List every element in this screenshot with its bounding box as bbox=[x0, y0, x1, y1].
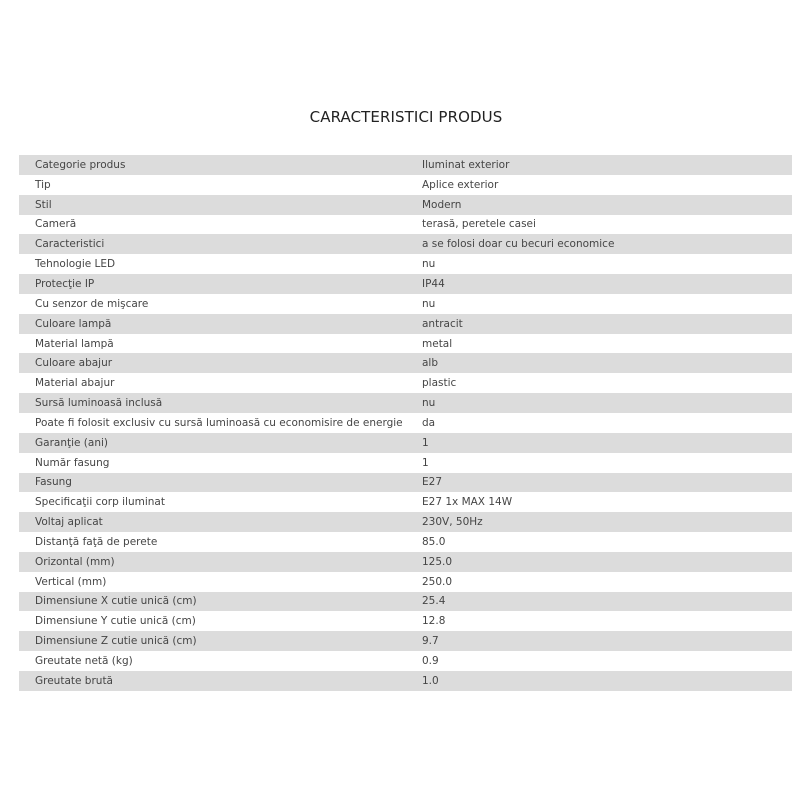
spec-row bbox=[19, 512, 792, 532]
spec-value: nu bbox=[422, 397, 436, 410]
spec-row bbox=[19, 353, 792, 373]
spec-row bbox=[19, 651, 792, 671]
spec-row bbox=[19, 413, 792, 433]
spec-label: Dimensiune Z cutie unică (cm) bbox=[35, 635, 197, 648]
spec-row bbox=[19, 373, 792, 393]
spec-value: Iluminat exterior bbox=[422, 158, 510, 171]
spec-row bbox=[19, 234, 792, 254]
spec-value: nu bbox=[422, 258, 436, 271]
spec-row bbox=[19, 473, 792, 493]
spec-value: Aplice exterior bbox=[422, 178, 499, 191]
spec-row bbox=[19, 155, 792, 175]
spec-row bbox=[19, 175, 792, 195]
spec-row bbox=[19, 532, 792, 552]
spec-value: terasă, peretele casei bbox=[422, 218, 536, 231]
spec-row bbox=[19, 671, 792, 691]
spec-row bbox=[19, 433, 792, 453]
page-title: CARACTERISTICI PRODUS bbox=[309, 108, 503, 126]
spec-label: Dimensiune Y cutie unică (cm) bbox=[35, 615, 196, 628]
spec-label: Greutate brută bbox=[35, 674, 113, 687]
spec-value: metal bbox=[422, 337, 453, 350]
spec-label: Specificaţii corp iluminat bbox=[35, 496, 165, 509]
spec-value: 25.4 bbox=[422, 595, 446, 608]
spec-label: Cu senzor de mişcare bbox=[35, 297, 149, 310]
spec-row bbox=[19, 453, 792, 473]
spec-value: 12.8 bbox=[422, 615, 446, 628]
spec-label: Culoare abajur bbox=[35, 357, 113, 370]
spec-label: Material lampă bbox=[35, 337, 114, 350]
spec-row bbox=[19, 492, 792, 512]
spec-value: antracit bbox=[422, 317, 463, 330]
spec-row bbox=[19, 294, 792, 314]
spec-value: 250.0 bbox=[422, 575, 453, 588]
spec-row bbox=[19, 314, 792, 334]
spec-label: Cameră bbox=[35, 218, 77, 231]
spec-value: 9.7 bbox=[422, 635, 439, 648]
spec-label: Vertical (mm) bbox=[35, 575, 107, 588]
spec-label: Culoare lampă bbox=[35, 317, 112, 330]
spec-value: da bbox=[422, 416, 436, 429]
spec-value: Modern bbox=[422, 198, 462, 211]
spec-value: 125.0 bbox=[422, 555, 453, 568]
spec-value: 230V, 50Hz bbox=[422, 516, 483, 529]
spec-value: IP44 bbox=[422, 277, 445, 290]
spec-value: 1 bbox=[422, 456, 429, 469]
spec-label: Voltaj aplicat bbox=[35, 516, 103, 529]
spec-label: Material abajur bbox=[35, 377, 115, 390]
spec-value: plastic bbox=[422, 377, 457, 390]
spec-label: Distanţă faţă de perete bbox=[35, 535, 158, 548]
specs-table bbox=[19, 155, 792, 691]
spec-value: 85.0 bbox=[422, 535, 446, 548]
spec-label: Tehnologie LED bbox=[35, 258, 116, 271]
spec-row bbox=[19, 195, 792, 215]
spec-label: Greutate netă (kg) bbox=[35, 655, 133, 668]
spec-row bbox=[19, 215, 792, 235]
spec-row bbox=[19, 611, 792, 631]
spec-row bbox=[19, 572, 792, 592]
spec-row bbox=[19, 552, 792, 572]
spec-row bbox=[19, 631, 792, 651]
spec-value: E27 bbox=[422, 476, 442, 489]
spec-value: E27 1x MAX 14W bbox=[422, 496, 513, 509]
spec-label: Stil bbox=[35, 198, 52, 211]
spec-label: Poate fi folosit exclusiv cu sursă luminoasă cu economisire de energie bbox=[35, 416, 403, 429]
spec-value: nu bbox=[422, 297, 436, 310]
spec-label: Categorie produs bbox=[35, 158, 126, 171]
spec-label: Sursă luminoasă inclusă bbox=[35, 397, 163, 410]
spec-label: Fasung bbox=[35, 476, 72, 489]
spec-row bbox=[19, 592, 792, 612]
spec-label: Caracteristici bbox=[35, 238, 105, 251]
spec-row bbox=[19, 254, 792, 274]
spec-label: Garanţie (ani) bbox=[35, 436, 109, 449]
spec-label: Protecţie IP bbox=[35, 277, 95, 290]
spec-label: Tip bbox=[35, 178, 51, 191]
spec-value: 0.9 bbox=[422, 655, 439, 668]
spec-value: 1.0 bbox=[422, 674, 439, 687]
spec-value: alb bbox=[422, 357, 439, 370]
spec-row bbox=[19, 334, 792, 354]
spec-label: Dimensiune X cutie unică (cm) bbox=[35, 595, 197, 608]
spec-row bbox=[19, 393, 792, 413]
spec-value: 1 bbox=[422, 436, 429, 449]
spec-row bbox=[19, 274, 792, 294]
spec-label: Orizontal (mm) bbox=[35, 555, 115, 568]
spec-label: Număr fasung bbox=[35, 456, 110, 469]
spec-value: a se folosi doar cu becuri economice bbox=[422, 238, 615, 251]
